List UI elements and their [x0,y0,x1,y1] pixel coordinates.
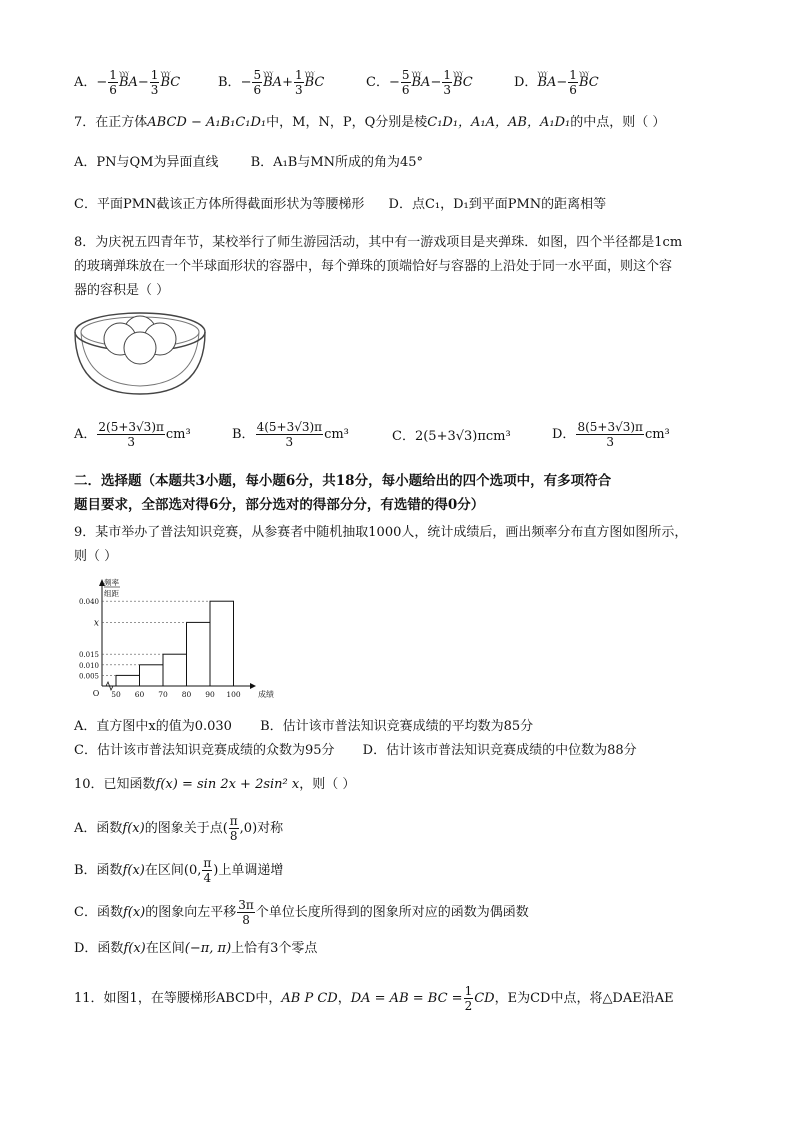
q7-option-b: B．A₁B与MN所成的角为45° [250,155,424,170]
q6-option-c: C．− $\frac{5}{6}$ ⲩⲩⲩ BA− $\frac{1}{3}$ ⲩⲩⲩ BC [366,68,473,97]
q11-stem: 11．如图1，在等腰梯形ABCD中，AB P CD，DA = AB = BC = $\frac{1}{2}$ CD，E为CD中点，将△DAE沿AE [74,984,674,1013]
q7-options-cd [74,196,606,214]
x-axis-label: 成绩 [258,690,274,699]
q9-stem-line1: 9．某市举办了普法知识竞赛，从参赛者中随机抽取1000人，统计成绩后，画出频率分布直方图如图所示， [74,525,688,540]
x-tick-label: 60 [134,690,145,699]
q9-option-c: C．估计该市普法知识竞赛成绩的众数为95分 [74,743,335,758]
x-axis-arrow [250,683,256,689]
q9-options-cd [74,742,637,760]
x-tick-label: 50 [111,690,121,699]
q10-option-d: D．函数f(x)在区间(−π, π)上恰有3个零点 [74,941,318,956]
q10-option-b: B．函数f(x)在区间(0, $\frac{\pi}{4}$ )上单调递增 [74,856,284,885]
q7-option-a: A．PN与QM为异面直线 [74,155,219,170]
q8-option-c: C．2(5+3√3)πcm³ [392,429,511,444]
x-tick-label: 100 [226,690,241,699]
histogram-bar [140,665,164,686]
section2-heading-line2: 题目要求，全部选对得6分，部分选对的得部分分，有选错的得0分） [74,497,485,513]
frequency-histogram [72,576,292,702]
q9-option-d: D．估计该市普法知识竞赛成绩的中位数为88分 [362,743,637,758]
histogram-bar [116,675,140,686]
x-tick-label: 70 [158,690,168,699]
y-tick-label: 0.010 [78,661,99,670]
q9-option-b: B．估计该市普法知识竞赛成绩的平均数为85分 [260,719,534,734]
q8-stem-line1: 8．为庆祝五四青年节，某校举行了师生游园活动，其中有一游戏项目是夹弹珠．如图，四个半径都是1cm [74,235,683,250]
q10-option-a: A．函数f(x)的图象关于点( $\frac{\pi}{8}$ ,0)对称 [74,814,284,843]
q9-options-ab [74,718,533,736]
q7-stem: 7．在正方体ABCD − A₁B₁C₁D₁中，M，N，P，Q分别是棱C₁D₁，A₁A，AB，A₁D₁的中点，则（ ） [74,115,666,130]
y-tick-label: x [93,618,99,629]
y-label-top: 频率 [104,578,119,587]
q9-option-a: A．直方图中x的值为0.030 [74,719,232,734]
q6-option-d: D．ⲩⲩⲩ BA− $\frac{1}{6}$ ⲩⲩⲩ BC [514,68,599,97]
section2-heading-line1: 二．选择题（本题共3小题，每小题6分，共18分，每小题给出的四个选项中，有多项符合 [74,473,612,489]
y-label-bottom: 组距 [104,589,119,598]
histogram-bar [163,654,187,686]
histogram-bar [210,601,234,686]
q8-option-b: B． $\frac{4(5+3√3)\pi}{3}$ cm³ [232,420,349,449]
bowl-with-marbles-figure [72,310,208,396]
y-tick-label: 0.040 [78,598,99,607]
q7-options-ab [74,154,423,172]
y-tick-label: 0.015 [78,651,99,660]
q6-option-b: B．− $\frac{5}{6}$ ⲩⲩⲩ BA+ $\frac{1}{3}$ ⲩⲩⲩ BC [218,68,324,97]
q8-option-a: A． $\frac{2(5+3√3)\pi}{3}$ cm³ [74,420,191,449]
y-tick-label: 0.005 [78,672,99,681]
q10-stem: 10．已知函数f(x) = sin 2x + 2sin² x，则（ ） [74,777,356,792]
x-tick-label: 80 [181,690,192,699]
q6-option-a: A．− $\frac{1}{6}$ ⲩⲩⲩ BA− $\frac{1}{3}$ ⲩⲩⲩ BC [74,68,180,97]
q8-option-d: D． $\frac{8(5+3√3)\pi}{3}$ cm³ [552,420,670,449]
q10-option-c: C．函数f(x)的图象向左平移 $\frac{3\pi}{8}$ 个单位长度所得到的图象所对应的函数为偶函数 [74,898,529,927]
q9-stem-line2: 则（ ） [74,549,118,564]
x-tick-label: 90 [205,690,215,699]
q8-stem-line2: 的玻璃弹珠放在一个半球面形状的容器中，每个弹珠的顶端恰好与容器的上沿处于同一水平面，则这个容 [74,259,673,274]
q7-option-c: C．平面PMN截该正方体所得截面形状为等腰梯形 [74,197,365,212]
histogram-bar [187,622,211,686]
q7-option-d: D．点C₁，D₁到平面PMN的距离相等 [388,197,607,212]
origin-label: O [92,689,100,698]
q8-stem-line3: 器的容积是（ ） [74,283,170,298]
